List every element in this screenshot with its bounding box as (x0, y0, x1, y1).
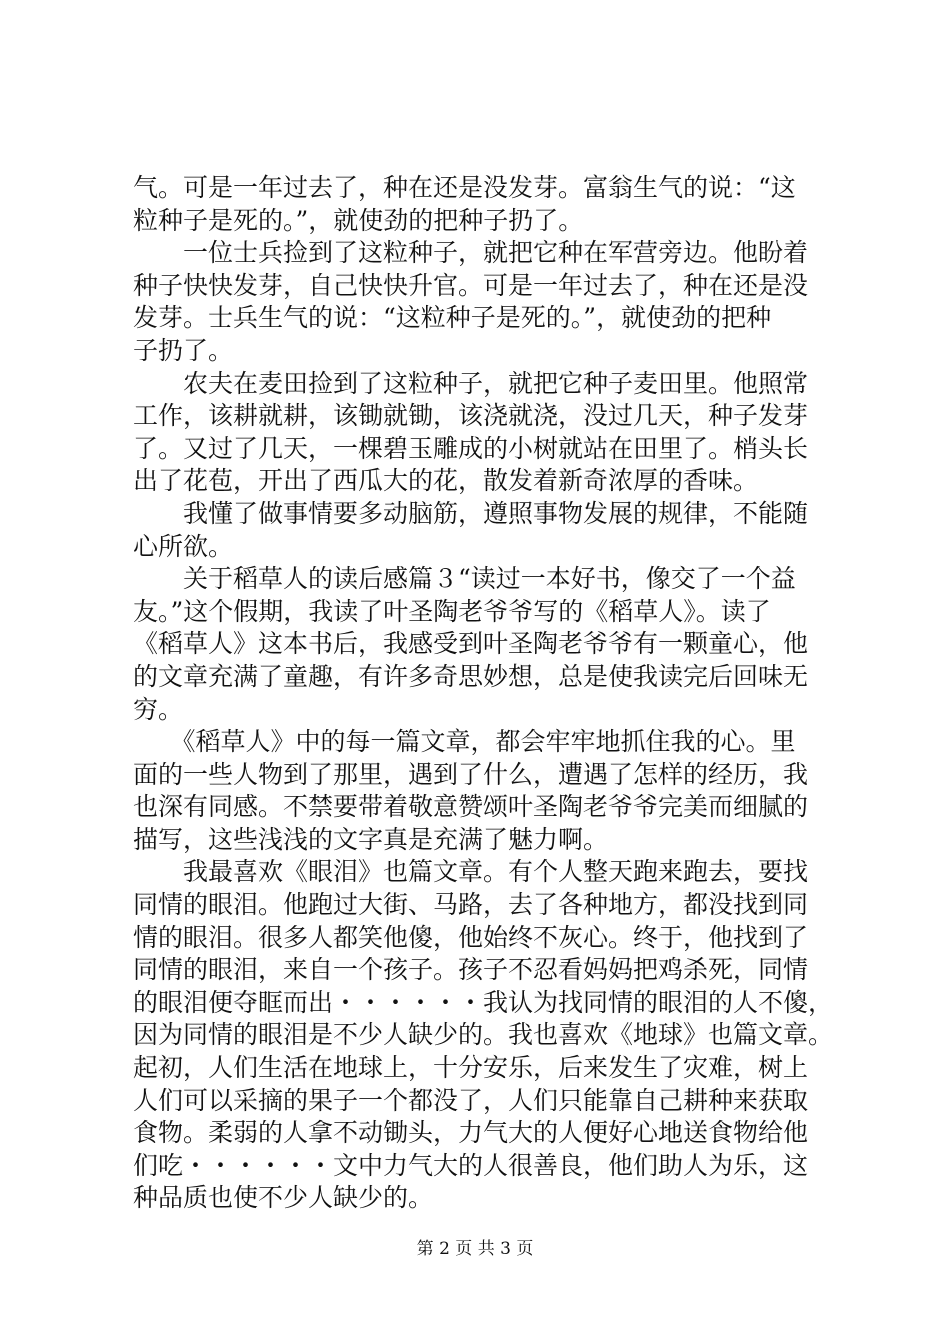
text-line: 出了花苞，开出了西瓜大的花，散发着新奇浓厚的香味。 (133, 466, 759, 496)
text-line: 情的眼泪。很多人都笑他傻，他始终不灰心。终于，他找到了 (133, 922, 809, 952)
text-line: 一位士兵捡到了这粒种子，就把它种在军营旁边。他盼着 (133, 238, 809, 268)
text-line: 面的一些人物到了那里，遇到了什么，遭遇了怎样的经历，我 (133, 759, 809, 789)
text-line: 起初，人们生活在地球上，十分安乐，后来发生了灾难，树上 (133, 1053, 809, 1083)
page-footer: 第 2 页 共 3 页 (416, 1239, 534, 1259)
text-line: 食物。柔弱的人拿不动锄头，力气大的人便好心地送食物给他 (133, 1118, 809, 1148)
text-line: 人们可以采摘的果子一个都没了，人们只能靠自己耕种来获取 (133, 1085, 809, 1115)
text-line: 农夫在麦田捡到了这粒种子，就把它种子麦田里。他照常 (133, 368, 809, 398)
text-line: 发芽。士兵生气的说：“这粒种子是死的。”，就使劲的把种 (133, 303, 772, 333)
text-line: 粒种子是死的。”，就使劲的把种子扔了。 (133, 205, 584, 235)
text-line: 同情的眼泪，来自一个孩子。孩子不忍看妈妈把鸡杀死，同情 (133, 955, 809, 985)
text-line: 友。”这个假期，我读了叶圣陶老爷爷写的《稻草人》。读了 (133, 596, 771, 626)
document-body (133, 172, 833, 1215)
text-line: 穷。 (133, 694, 184, 724)
text-line: 心所欲。 (133, 531, 234, 561)
text-line: 《稻草人》这本书后，我感受到叶圣陶老爷爷有一颗童心，他 (133, 629, 809, 659)
text-line: 也深有同感。不禁要带着敬意赞颂叶圣陶老爷爷完美而细腻的 (133, 792, 809, 822)
text-line: 了。又过了几天，一棵碧玉雕成的小树就站在田里了。梢头长 (133, 433, 809, 463)
text-line: 关于稻草人的读后感篇３“读过一本好书，像交了一个益 (133, 564, 796, 594)
text-line: 同情的眼泪。他跑过大街、马路，去了各种地方，都没找到同 (133, 890, 809, 920)
text-line: 种子快快发芽，自己快快升官。可是一年过去了，种在还是没 (133, 270, 809, 300)
text-line: 的文章充满了童趣，有许多奇思妙想，总是使我读完后回味无 (133, 661, 809, 691)
text-line: 工作，该耕就耕，该锄就锄，该浇就浇，没过几天，种子发芽 (133, 401, 809, 431)
text-line: 气。可是一年过去了，种在还是没发芽。富翁生气的说：“这 (133, 173, 796, 202)
text-line: 种品质也使不少人缺少的。 (133, 1183, 434, 1213)
text-line: 子扔了。 (133, 335, 234, 365)
text-line: 因为同情的眼泪是不少人缺少的。我也喜欢《地球》也篇文章。 (133, 1020, 834, 1050)
text-line: 们吃・・・・・・文中力气大的人很善良，他们助人为乐，这 (133, 1150, 809, 1180)
text-line: 我懂了做事情要多动脑筋，遵照事物发展的规律，不能随 (133, 498, 809, 528)
text-line: 描写，这些浅浅的文字真是充满了魅力啊。 (133, 824, 609, 854)
text-line: 《稻草人》中的每一篇文章，都会牢牢地抓住我的心。里 (133, 727, 796, 757)
text-line: 我最喜欢《眼泪》也篇文章。有个人整天跑来跑去，要找 (133, 857, 809, 887)
text-line: 的眼泪便夺眶而出・・・・・・我认为找同情的眼泪的人不傻， (133, 987, 834, 1017)
